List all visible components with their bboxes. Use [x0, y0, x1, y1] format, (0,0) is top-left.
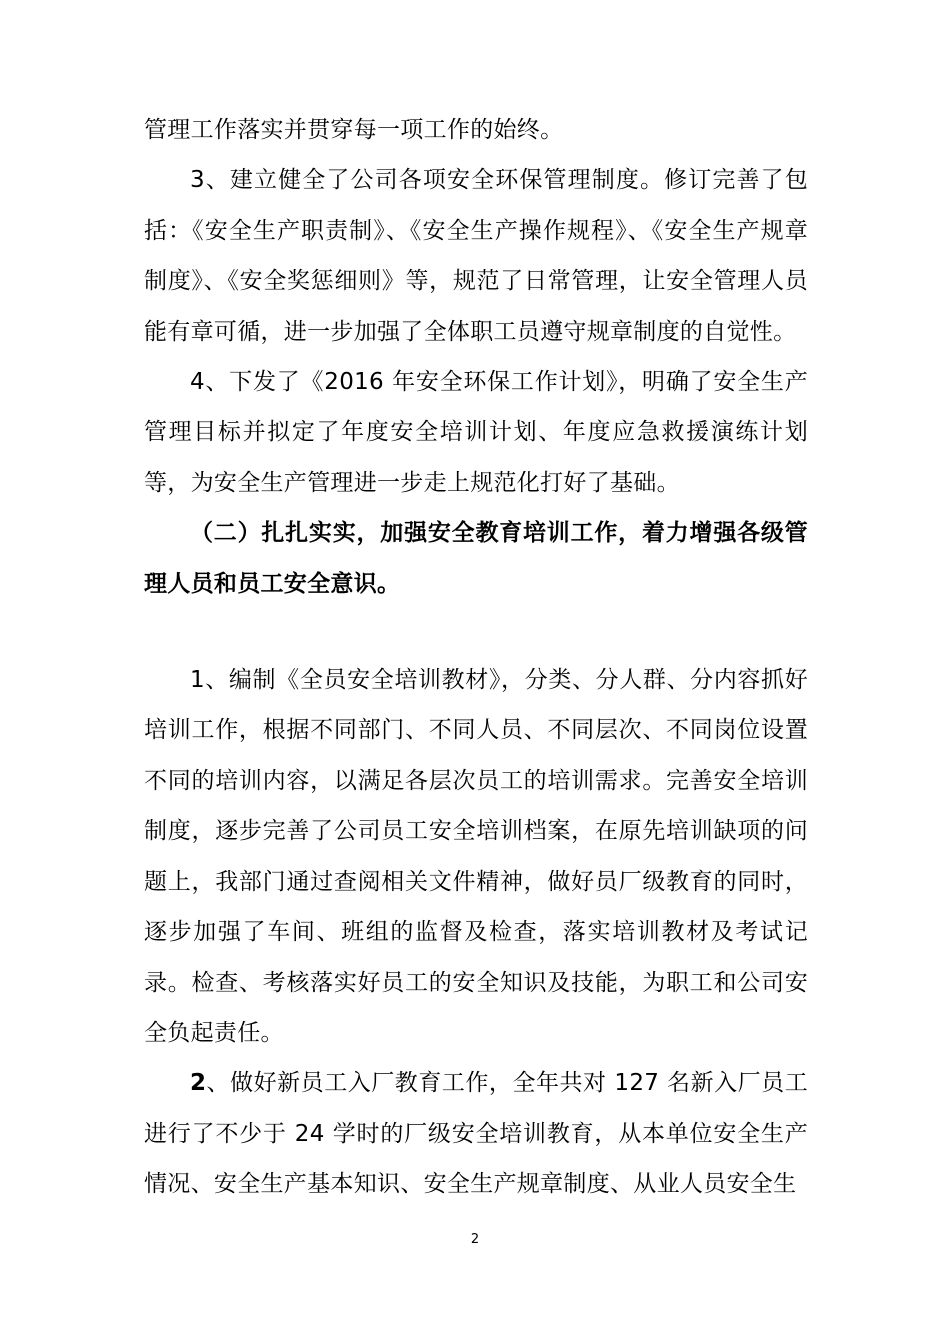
paragraph-continuation: 管理工作落实并贯穿每一项工作的始终。 — [144, 117, 564, 143]
page-number: 2 — [470, 1232, 480, 1247]
paragraph-item-2 — [144, 1058, 808, 1209]
paragraph-item-4: 4、下发了《2016 年安全环保工作计划》，明确了安全生产管理目标并拟定了年度安全培训计划、年度应急救援演练计划等，为安全生产管理进一步走上规范化打好了基础。 — [144, 369, 808, 496]
item-number: 2 — [190, 1070, 207, 1097]
document-body — [144, 105, 808, 1210]
section-spacer — [144, 609, 808, 655]
paragraph-item-3: 3、建立健全了公司各项安全环保管理制度。修订完善了包括：《安全生产职责制》、《安全生产操作规程》、《安全生产规章制度》、《安全奖惩细则》等，规范了日常管理，让安全管理人员能有章可循，进一步加强了全体职工员遵守规章制度的自觉性。 — [144, 167, 808, 345]
section-heading: （二）扎扎实实，加强安全教育培训工作，着力增强各级管理人员和员工安全意识。 — [144, 520, 808, 597]
paragraph-item-1: 1、编制《全员安全培训教材》，分类、分人群、分内容抓好培训工作，根据不同部门、不同人员、不同层次、不同岗位设置不同的培训内容，以满足各层次员工的培训需求。完善安全培训制度，逐步完善了公司员工安全培训档案，在原先培训缺项的问题上，我部门通过查阅相关文件精神，做好员厂级教育的同时，逐步加强了车间、班组的监督及检查，落实培训教材及考试记录。检查、考核落实好员工的安全知识及技能，为职工和公司安全负起责任。 — [144, 667, 808, 1046]
paragraph-item-2-text: 、做好新员工入厂教育工作，全年共对 127 名新入厂员工进行了不少于 24 学时的厂级安全培训教育，从本单位安全生产情况、安全生产基本知识、安全生产规章制度、从业人员安全生 — [144, 1070, 808, 1198]
